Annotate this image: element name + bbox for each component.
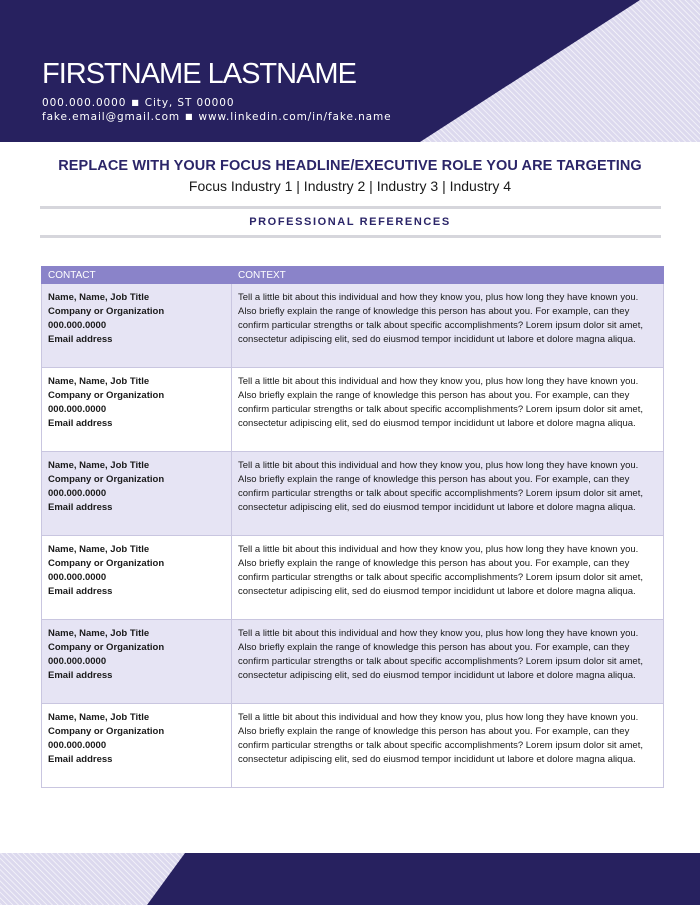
reference-name: Name, Name, Job Title xyxy=(48,712,150,723)
table-row xyxy=(42,620,664,704)
reference-context: Tell a little bit about this individual and how they know you, plus how long they have known you. Also briefly explain the range of knowledge this person has about you. For example, can they confirm particular strengths or talk about specific accomplishments? Lorem ipsum dolor sit amet, consectetur adipiscing elit, sed do eiusmod tempor incididunt ut labore et dolore magna aliqua. xyxy=(232,704,664,788)
reference-contact xyxy=(42,536,232,620)
reference-context: Tell a little bit about this individual and how they know you, plus how long they have known you. Also briefly explain the range of knowledge this person has about you. For example, can they confirm particular strengths or talk about specific accomplishments? Lorem ipsum dolor sit amet, consectetur adipiscing elit, sed do eiusmod tempor incididunt ut labore et dolore magna aliqua. xyxy=(232,620,664,704)
phone: 000.000.0000 xyxy=(42,97,127,109)
table-row xyxy=(42,704,664,788)
contact-line-phone-location xyxy=(42,97,234,109)
reference-context: Tell a little bit about this individual and how they know you, plus how long they have known you. Also briefly explain the range of knowledge this person has about you. For example, can they confirm particular strengths or talk about specific accomplishments? Lorem ipsum dolor sit amet, consectetur adipiscing elit, sed do eiusmod tempor incididunt ut labore et dolore magna aliqua. xyxy=(232,536,664,620)
divider-bottom xyxy=(40,235,661,238)
reference-company: Company or Organization xyxy=(48,306,165,317)
candidate-name: FIRSTNAME LASTNAME xyxy=(42,58,356,90)
reference-email: Email address xyxy=(48,586,113,597)
reference-name: Name, Name, Job Title xyxy=(48,544,150,555)
reference-company: Company or Organization xyxy=(48,474,165,485)
reference-email: Email address xyxy=(48,670,113,681)
reference-name: Name, Name, Job Title xyxy=(48,628,150,639)
reference-name: Name, Name, Job Title xyxy=(48,376,150,387)
bullet-separator: ■ xyxy=(131,98,140,107)
reference-phone: 000.000.0000 xyxy=(48,488,107,499)
reference-name: Name, Name, Job Title xyxy=(48,292,150,303)
reference-contact xyxy=(42,368,232,452)
reference-contact xyxy=(42,452,232,536)
reference-company: Company or Organization xyxy=(48,558,165,569)
column-header-context: CONTEXT xyxy=(232,267,664,284)
contact-line-email-linkedin xyxy=(42,111,391,123)
reference-company: Company or Organization xyxy=(48,390,165,401)
reference-contact xyxy=(42,284,232,368)
section-title: PROFESSIONAL REFERENCES xyxy=(249,216,451,228)
table-header-row xyxy=(42,267,664,284)
reference-phone: 000.000.0000 xyxy=(48,572,107,583)
reference-email: Email address xyxy=(48,502,113,513)
reference-context: Tell a little bit about this individual and how they know you, plus how long they have known you. Also briefly explain the range of knowledge this person has about you. For example, can they confirm particular strengths or talk about specific accomplishments? Lorem ipsum dolor sit amet, consectetur adipiscing elit, sed do eiusmod tempor incididunt ut labore et dolore magna aliqua. xyxy=(232,452,664,536)
reference-context: Tell a little bit about this individual and how they know you, plus how long they have known you. Also briefly explain the range of knowledge this person has about you. For example, can they confirm particular strengths or talk about specific accomplishments? Lorem ipsum dolor sit amet, consectetur adipiscing elit, sed do eiusmod tempor incididunt ut labore et dolore magna aliqua. xyxy=(232,284,664,368)
reference-company: Company or Organization xyxy=(48,642,165,653)
bullet-separator: ■ xyxy=(185,112,194,121)
reference-phone: 000.000.0000 xyxy=(48,656,107,667)
footer-hatch-decoration xyxy=(0,853,700,905)
column-header-contact: CONTACT xyxy=(42,267,232,284)
table-row xyxy=(42,368,664,452)
footer-banner xyxy=(0,853,700,905)
reference-contact xyxy=(42,704,232,788)
reference-company: Company or Organization xyxy=(48,726,165,737)
reference-name: Name, Name, Job Title xyxy=(48,460,150,471)
focus-headline: REPLACE WITH YOUR FOCUS HEADLINE/EXECUTIVE ROLE YOU ARE TARGETING xyxy=(58,158,642,174)
email: fake.email@gmail.com xyxy=(42,111,181,123)
reference-email: Email address xyxy=(48,334,113,345)
focus-industries: Focus Industry 1 | Industry 2 | Industry 3 | Industry 4 xyxy=(188,178,512,194)
table-row xyxy=(42,284,664,368)
reference-phone: 000.000.0000 xyxy=(48,740,107,751)
linkedin-url: www.linkedin.com/in/fake.name xyxy=(198,111,392,123)
divider-top xyxy=(40,206,661,209)
header-banner xyxy=(0,0,700,142)
reference-email: Email address xyxy=(48,754,113,765)
reference-phone: 000.000.0000 xyxy=(48,320,107,331)
reference-phone: 000.000.0000 xyxy=(48,404,107,415)
references-table xyxy=(41,266,664,788)
location: City, ST 00000 xyxy=(144,97,235,109)
reference-context: Tell a little bit about this individual and how they know you, plus how long they have known you. Also briefly explain the range of knowledge this person has about you. For example, can they confirm particular strengths or talk about specific accomplishments? Lorem ipsum dolor sit amet, consectetur adipiscing elit, sed do eiusmod tempor incididunt ut labore et dolore magna aliqua. xyxy=(232,368,664,452)
table-row xyxy=(42,536,664,620)
table-row xyxy=(42,452,664,536)
reference-contact xyxy=(42,620,232,704)
reference-email: Email address xyxy=(48,418,113,429)
